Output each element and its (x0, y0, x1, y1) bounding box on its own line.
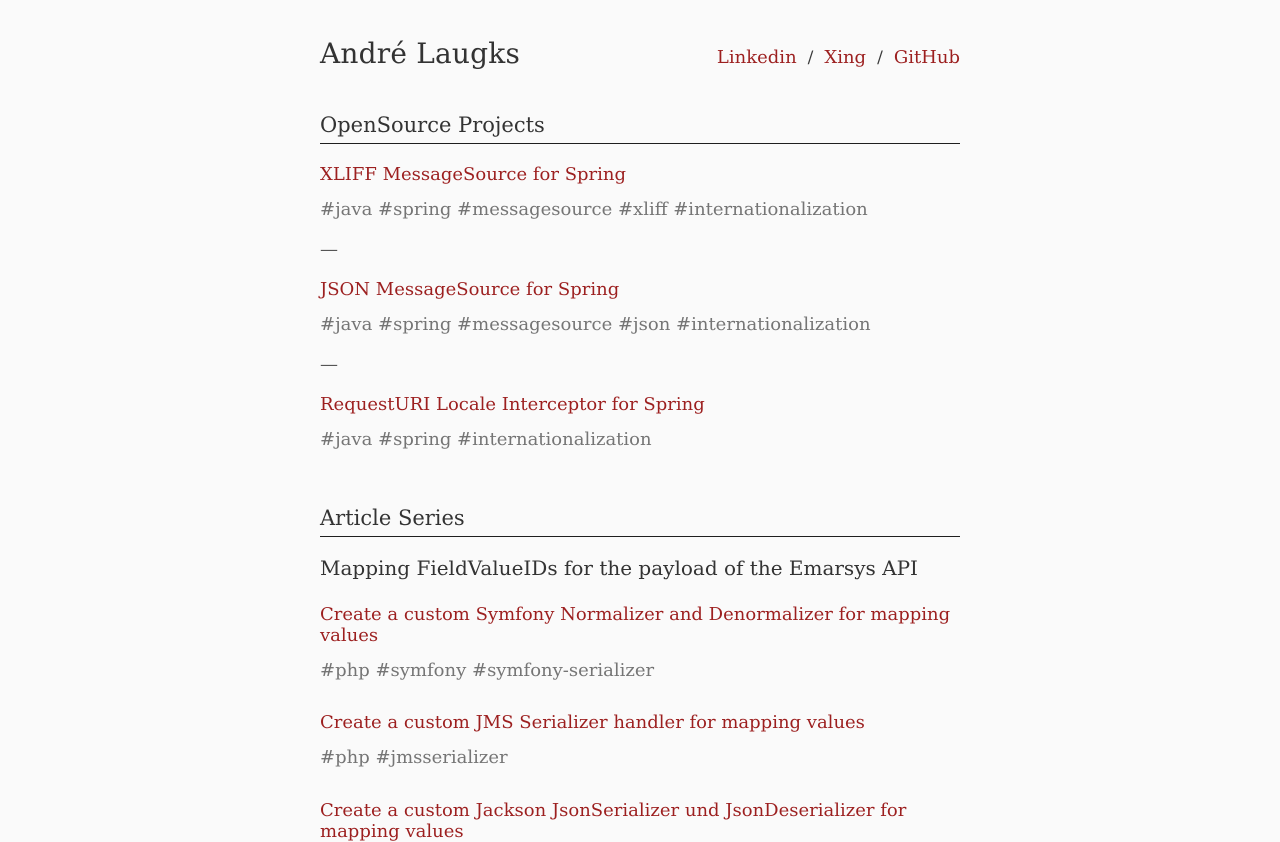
project-link[interactable]: RequestURI Locale Interceptor for Spring (320, 394, 705, 415)
article-link[interactable]: Create a custom Jackson JsonSerializer und JsonDeserializer for mapping values (320, 800, 907, 842)
section-article-series (320, 508, 960, 842)
project-link[interactable]: XLIFF MessageSource for Spring (320, 164, 627, 185)
project-separator-dash: — (320, 239, 338, 260)
nav-separator: / (807, 48, 814, 68)
project-separator-dash: — (320, 354, 338, 375)
nav-link-linkedin[interactable]: Linkedin (716, 47, 797, 68)
section-heading-opensource: OpenSource Projects (320, 115, 960, 144)
project-link-json-messagesource (320, 279, 960, 300)
article-series-subtitle: Mapping FieldValueIDs for the payload of the Emarsys API (320, 556, 918, 580)
site-header (320, 37, 960, 70)
project-link[interactable]: JSON MessageSource for Spring (320, 279, 620, 300)
article-link-jackson-serializer (320, 800, 960, 842)
article-link[interactable]: Create a custom Symfony Normalizer and Denormalizer for mapping values (320, 604, 951, 646)
project-tags: #java #spring #internationalization (320, 429, 652, 450)
project-link-requesturi-interceptor (320, 394, 960, 415)
social-nav (717, 47, 960, 68)
project-tags: #java #spring #messagesource #xliff #internationalization (320, 199, 868, 220)
nav-link-xing[interactable]: Xing (824, 47, 867, 68)
page-title: André Laugks (320, 37, 521, 70)
nav-separator: / (877, 48, 883, 68)
project-link-xliff-messagesource (320, 164, 960, 185)
article-tags: #php #symfony #symfony-serializer (320, 660, 655, 681)
content-column (320, 0, 960, 842)
article-tags: #php #jmsserializer (320, 747, 508, 768)
nav-link-github[interactable]: GitHub (893, 47, 960, 68)
article-link-jms-serializer (320, 712, 960, 733)
project-tags: #java #spring #messagesource #json #internationalization (320, 314, 871, 335)
section-opensource-projects (320, 115, 960, 450)
article-link-symfony-normalizer (320, 604, 960, 646)
section-heading-articles: Article Series (320, 508, 960, 537)
article-link[interactable]: Create a custom JMS Serializer handler for mapping values (320, 712, 865, 733)
